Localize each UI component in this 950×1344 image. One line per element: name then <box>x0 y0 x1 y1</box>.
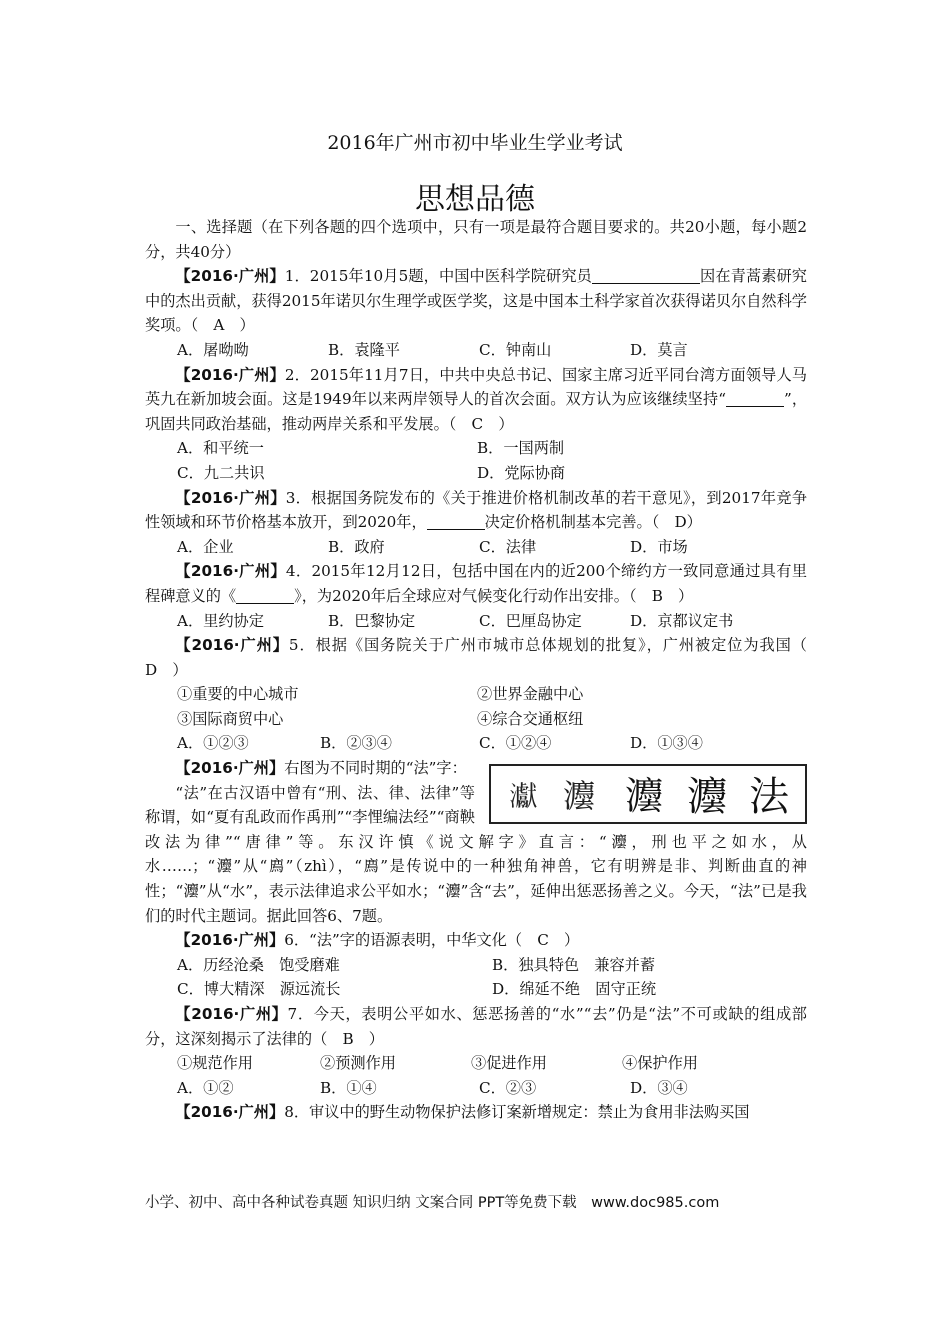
statement-2: ②预测作用 <box>320 1054 396 1073</box>
options-row <box>145 731 807 756</box>
option-c: C．钟南山 <box>479 340 552 359</box>
exam-body <box>145 215 823 1125</box>
option-a: A．①②③ <box>177 734 249 753</box>
option-c: C．②③ <box>479 1078 537 1097</box>
options-row <box>145 436 807 461</box>
question-tag: 【2016·广州】 <box>175 365 285 384</box>
option-b: B．①④ <box>320 1078 377 1097</box>
question-7: 【2016·广州】7．今天，表明公平如水、惩恶扬善的“水”“去”仍是“法”不可或缺的组成部分，这深刻揭示了法律的（ B ） <box>145 1005 807 1048</box>
question-2: 【2016·广州】2．2015年11月7日，中共中央总书记、国家主席习近平同台湾方面领导人马英九在新加坡会面。这是1949年以来两岸领导人的首次会面。双方认为应该继续坚持“ ”，巩固共同政治基础，推动两岸关系和平发展。（ C ） <box>145 365 808 433</box>
statement-4: ④保护作用 <box>622 1054 698 1073</box>
question-tag: 【2016·广州】 <box>175 1103 285 1122</box>
option-c: C．法律 <box>479 537 537 556</box>
exam-title: 2016年广州市初中毕业生学业考试 <box>327 132 623 154</box>
question-5: 【2016·广州】5．根据《国务院关于广州市城市总体规划的批复》，广州被定位为我国（ D ） <box>145 636 823 679</box>
question-8: 【2016·广州】8．审议中的野生动物保护法修订案新增规定：禁止为食用非法购买国 <box>175 1103 750 1122</box>
option-c: C．巴厘岛协定 <box>479 611 582 630</box>
fa-glyphs-illustration <box>491 766 805 822</box>
question-tag: 【2016·广州】 <box>175 488 286 507</box>
option-a: A．历经沧桑 饱受磨难 <box>177 955 340 974</box>
option-b: B．政府 <box>328 537 385 556</box>
statements-row <box>145 682 807 707</box>
option-b: B．独具特色 兼容并蓄 <box>492 955 656 974</box>
option-d: D．京都议定书 <box>630 611 734 630</box>
question-1: 【2016·广州】1．2015年10月5题，中国中医科学院研究员 因在青蒿素研究中的杰出贡献，获得2015年诺贝尔生理学或医学奖，这是中国本土科学家首次获得诺贝尔自然科学奖项。（ A ） <box>145 267 807 335</box>
question-tag: 【2016·广州】 <box>175 267 285 286</box>
option-a: A．里约协定 <box>177 611 264 630</box>
material-text: “法”在古汉语中曾有“刑、法、律、法律”等称谓，如“夏有乱政而作禹刑”“李悝编法经”“商鞅改法为律”“唐律”等。东汉许慎《说文解字》直言：“灋，刑也平之如水，从水……；“灋”从“廌”（zhì），“廌”是传说中的一种独角神兽，它有明辨是非、判断曲直的神性；“灋”从“水”，表示法律追求公平如水；“灋”含“去”，延伸出惩恶扬善之义。今天，“法”已是我们的时代主题词。据此回答6、7题。 <box>145 783 807 925</box>
option-d: D．党际协商 <box>477 463 566 482</box>
fa-character-evolution-image <box>489 764 807 824</box>
option-b: B．巴黎协定 <box>328 611 416 630</box>
statement-2: ②世界金融中心 <box>477 685 584 704</box>
section-intro: 一、选择题（在下列各题的四个选项中，只有一项是最符合题目要求的。共20小题，每小题2分，共40分） <box>145 218 807 261</box>
options-row <box>145 535 807 560</box>
statements-row <box>145 707 807 732</box>
question-tag: 【2016·广州】 <box>175 636 289 655</box>
option-d: D．绵延不绝 固守正统 <box>492 980 657 999</box>
statement-4: ④综合交通枢纽 <box>477 709 584 728</box>
option-c: C．①②④ <box>479 734 552 753</box>
option-b: B．②③④ <box>320 734 392 753</box>
question-tag: 【2016·广州】 <box>175 562 286 581</box>
option-d: D．①③④ <box>630 734 703 753</box>
material-intro: 【2016·广州】右图为不同时期的“法”字： <box>175 759 467 778</box>
statement-3: ③国际商贸中心 <box>177 709 284 728</box>
statement-1: ①重要的中心城市 <box>177 685 299 704</box>
options-row <box>145 338 807 363</box>
option-c: C．九二共识 <box>177 463 265 482</box>
question-3: 【2016·广州】3．根据国务院发布的《关于推进价格机制改革的若干意见》，到2017年竞争性领域和环节价格基本放开，到2020年， 决定价格机制基本完善。（ D） <box>145 488 808 532</box>
options-row <box>145 609 807 634</box>
question-4: 【2016·广州】4．2015年12月12日，包括中国在内的近200个缔约方一致同意通过具有里程碑意义的《 》，为2020年后全球应对气候变化行动作出安排。（ B ） <box>145 562 808 605</box>
statement-1: ①规范作用 <box>177 1054 253 1073</box>
glyph-seal: 灋 <box>625 774 664 819</box>
question-tag: 【2016·广州】 <box>175 1005 288 1023</box>
footer-download-note: 小学、初中、高中各种试卷真题 知识归纳 文案合同 PPT等免费下载 www.doc985.com <box>145 1195 720 1211</box>
option-d: D．市场 <box>630 537 688 556</box>
glyph-clerical: 灋 <box>687 774 727 821</box>
answer-blank <box>592 267 700 284</box>
glyph-regular: 法 <box>749 774 789 821</box>
question-6: 【2016·广州】6．“法”字的语源表明，中华文化（ C ） <box>175 931 580 950</box>
glyph-bronze: 灋 <box>563 777 596 816</box>
options-row <box>145 1076 807 1101</box>
answer-blank <box>236 587 294 604</box>
option-b: B．袁隆平 <box>328 340 400 359</box>
option-d: D．莫言 <box>630 340 688 359</box>
statement-3: ③促进作用 <box>471 1054 547 1073</box>
option-c: C．博大精深 源远流长 <box>177 980 341 999</box>
option-a: A．①② <box>177 1078 234 1097</box>
glyph-oracle: 𤅊 <box>509 780 538 814</box>
question-tag: 【2016·广州】 <box>175 759 285 778</box>
option-a: A．企业 <box>177 537 234 556</box>
option-b: B．一国两制 <box>477 439 565 458</box>
options-row <box>145 461 807 486</box>
answer-blank <box>427 513 485 530</box>
statements-row <box>145 1051 807 1076</box>
options-row <box>145 953 807 978</box>
subject-title: 思想品德 <box>415 182 535 217</box>
option-d: D．③④ <box>630 1078 688 1097</box>
option-a: A．和平统一 <box>177 439 264 458</box>
options-row <box>145 977 807 1002</box>
answer-blank <box>726 390 784 407</box>
question-tag: 【2016·广州】 <box>175 931 285 950</box>
option-a: A．屠呦呦 <box>177 340 249 359</box>
